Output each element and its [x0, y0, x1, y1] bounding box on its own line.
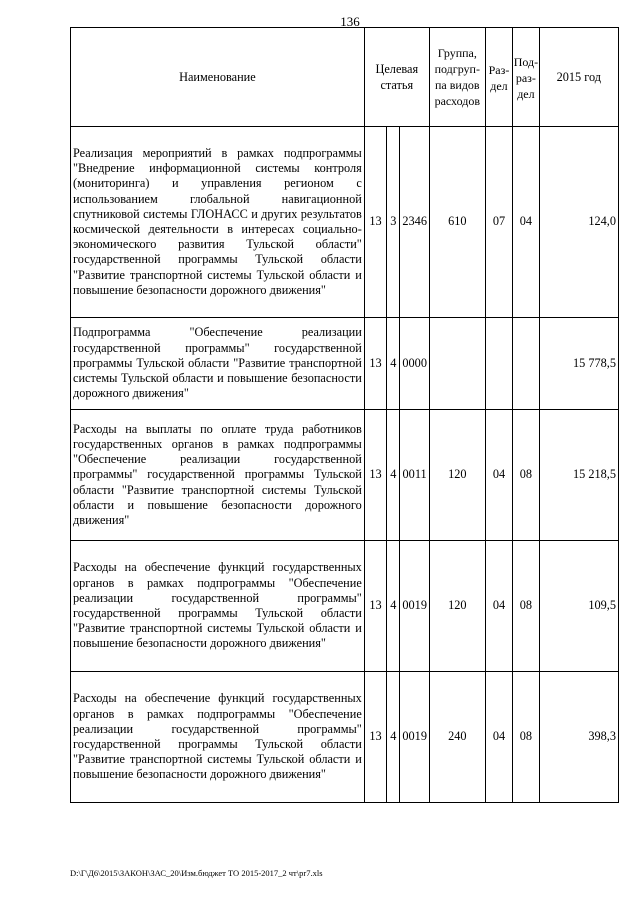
- page-number: 136: [340, 14, 360, 29]
- row-cs2: 3: [387, 127, 400, 318]
- table-row: [71, 318, 619, 410]
- row-subsection: [513, 318, 539, 410]
- row-amount: 15 218,5: [539, 410, 618, 541]
- row-cs2: 4: [387, 672, 400, 803]
- row-group: 120: [429, 541, 485, 672]
- row-group: [429, 318, 485, 410]
- row-cs3: 0011: [400, 410, 429, 541]
- row-section: 04: [485, 410, 512, 541]
- row-name: Расходы на выплаты по оплате труда работников государственных органов в рамках подпрограммы "Обеспечение реализации государственной программы" государственной программы Тульской области "Развитие транспортной системы Тульской области и повышение безопасности дорожного движения": [71, 410, 365, 541]
- header-year: 2015 год: [539, 28, 618, 127]
- footer-file-path: D:\Г\Д6\2015\ЗАКОН\ЗАС_20\Изм.бюджет ТО 2015-2017_2 чт\pr7.xls: [70, 868, 323, 878]
- row-amount: 398,3: [539, 672, 618, 803]
- row-cs3: 2346: [400, 127, 429, 318]
- header-name: Наименование: [71, 28, 365, 127]
- row-amount: 124,0: [539, 127, 618, 318]
- budget-table: [70, 27, 619, 803]
- header-target-article: Целевая статья: [364, 28, 429, 127]
- row-group: 120: [429, 410, 485, 541]
- table-row: [71, 410, 619, 541]
- row-section: 04: [485, 541, 512, 672]
- table-row: [71, 127, 619, 318]
- row-cs3: 0019: [400, 541, 429, 672]
- table-row: [71, 541, 619, 672]
- row-name: Подпрограмма "Обеспечение реализации государственной программы" государственной программы Тульской области "Развитие транспортной системы Тульской области и повышение безопасности дорожного движения": [71, 318, 365, 410]
- row-name: Расходы на обеспечение функций государственных органов в рамках подпрограммы "Обеспечение реализации государственной программы" государственной программы Тульской области "Развитие транспортной системы Тульской области и повышение безопасности дорожного движения": [71, 541, 365, 672]
- header-subsection: Под-раз-дел: [513, 28, 539, 127]
- row-cs2: 4: [387, 410, 400, 541]
- row-section: 04: [485, 672, 512, 803]
- row-section: [485, 318, 512, 410]
- row-cs3: 0000: [400, 318, 429, 410]
- row-section: 07: [485, 127, 512, 318]
- row-group: 240: [429, 672, 485, 803]
- row-cs1: 13: [364, 672, 386, 803]
- table-header-row: [71, 28, 619, 127]
- row-cs1: 13: [364, 410, 386, 541]
- row-subsection: 08: [513, 410, 539, 541]
- row-amount: 109,5: [539, 541, 618, 672]
- row-cs3: 0019: [400, 672, 429, 803]
- row-subsection: 08: [513, 541, 539, 672]
- header-group: Группа, подгруп-па видов расходов: [429, 28, 485, 127]
- row-amount: 15 778,5: [539, 318, 618, 410]
- row-name: Реализация мероприятий в рамках подпрограммы "Внедрение информационной системы контроля (мониторинга) и управления регионом с использованием глобальной навигационной спутниковой системы ГЛОНАСС и других результатов космической деятельности в интересах социально-экономического развития Тульской области" государственной программы Тульской области "Развитие транспортной системы Тульской области и повышение безопасности дорожного движения": [71, 127, 365, 318]
- row-cs2: 4: [387, 541, 400, 672]
- table-row: [71, 672, 619, 803]
- row-name: Расходы на обеспечение функций государственных органов в рамках подпрограммы "Обеспечение реализации государственной программы" государственной программы Тульской области "Развитие транспортной системы Тульской области и повышение безопасности дорожного движения": [71, 672, 365, 803]
- row-group: 610: [429, 127, 485, 318]
- row-subsection: 08: [513, 672, 539, 803]
- row-cs1: 13: [364, 318, 386, 410]
- header-section: Раз-дел: [485, 28, 512, 127]
- row-cs1: 13: [364, 127, 386, 318]
- row-cs1: 13: [364, 541, 386, 672]
- row-cs2: 4: [387, 318, 400, 410]
- row-subsection: 04: [513, 127, 539, 318]
